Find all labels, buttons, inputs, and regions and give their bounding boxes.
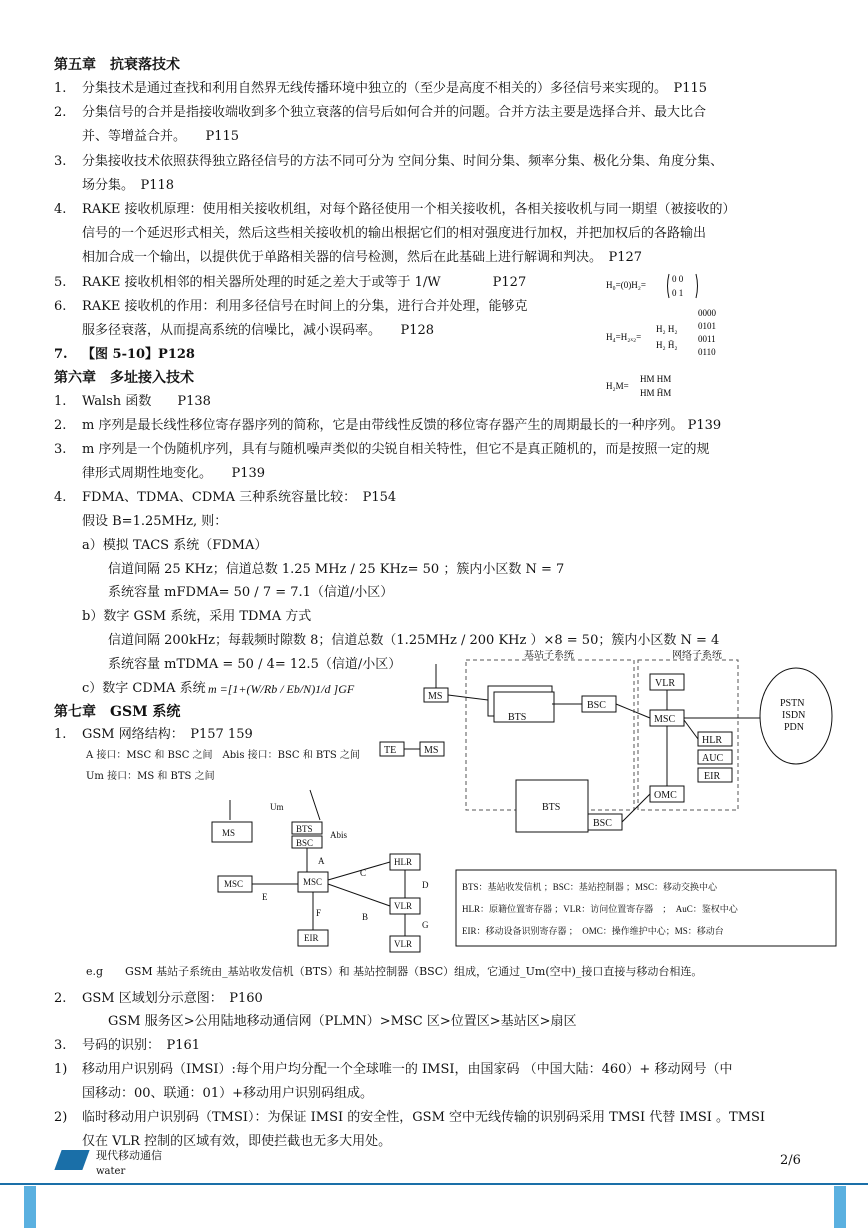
svg-text:HLR：原籍位置寄存器 ；VLR：访问位置寄存器 ； AuC: HLR：原籍位置寄存器 ；VLR：访问位置寄存器 ； AuC：鉴权中心 [462,904,738,914]
chapter6-title: 第六章 多址接入技术 [54,370,194,386]
gsm-interface-diagram [200,780,450,960]
svg-text:F: F [316,908,322,918]
ch7-item1: GSM 网络结构： P157 159 [82,727,253,742]
svg-text:HM HM: HM HM [640,374,672,384]
svg-text:MS: MS [222,828,236,838]
ch7-imsi: 移动用户识别码（IMSI）:每个用户均分配一个全球唯一的 IMSI，由国家码 （中国大陆：460）+ 移动网号（中 [82,1062,733,1077]
svg-text:BTS：基站收发信机 ；BSC：基站控制器 ；MSC：移动交: BTS：基站收发信机 ；BSC：基站控制器 ；MSC：移动交换中心 [462,882,718,892]
ch7-item3: 号码的识别： P161 [82,1038,201,1053]
ch7-tmsi: 临时移动用户识别码（TMSI）：为保证 IMSI 的安全性，GSM 空中无线传输的识别码采用 TMSI 代替 IMSI 。TMSI [82,1110,766,1125]
document-page: 第五章 抗衰落技术 1. 分集技术是通过查找和利用自然界无线传播环境中独立的（至少是高度不相关的）多径信号来实现的。 P115 2. 分集信号的合并是指接收端收到多个独立衰落的信号后如何合并的问题。合并方法主要是选择合并、最大比合 并、等增益合并。 P115 3. 分集接收技术依照获得独立路径信号的方法不同可分为 空间分集、时间分集、频率分集、极化分集、角度分集、 场分集。 P118 4. RAKE 接收机原理：使用相关接收机组，对每个路径使用一个相关接收机，各相关接收机与同一期望（被接收的） 信号的一个延迟形式相关，然后这些相关接收机的输出根据它们的相对强度进行加权，并把加权后的各路输出 相加合成一个输出，以提供优于单路相关器的信号检测，然后在此基础上进行解调和判决。 P127 5. RAKE 接收机相邻的相关器所处理的时延之差大于或等于 1/W P127 6. RAKE 接收机的作用：利用多径信号在时间上的分集，进行合并处理，能够克 服多径衰落，从而提高系统的信噪比，减小误码率。 P128 7. 【图 5-10】P128 H₀=(0)H₂= 0 0 0 1 H₄=H₂ₓ₂= H₂ H₂ H₂ H̄₂ 0000 0101 0011 0110 H₂M= HM HM HM H̄M 第六章 多址接入技术 1. Walsh 函数 P138 2. m 序列是最长线性移位寄存器序列的简称，它是由带线性反馈的移位寄存器产生的周期最长的一种序列。 P139 3. m 序列是一个伪随机序列，具有与随机噪声类似的尖锐自相关特性，但它不是真正随机的，而是按照一定的规 律形式周期性地变化。 P139 4. FDMA、TDMA、CDMA 三种系统容量比较： P154 假设 B=1.25MHz, 则： a）模拟 TACS 系统（FDMA） 信道间隔 25 KHz；信道总数 1.25 MHz / 25 KHz= 50 ；簇内小区数 N = 7 系统容量 mFDMA= 50 / 7 = 7.1（信道/小区） b）数字 GSM 系统，采用 TDMA 方式 信道间隔 200kHz；每载频时隙数 8；信道总数（1.25MHz / 200 KHz ）×8 = 50；簇内小区数 N = 4 系统容量 mTDMA = 50 / 4= 12.5（信道/小区） c）数字 CDMA 系统 m =[1+(W/Rb / Eb/N)1/d ]GF 第七章 GSM 系统 1. GSM 网络结构： P157 159 A 接口：MSC 和 BSC 之间 Abis 接口：BSC 和 BTS 之间 Um 接口：MS 和 BTS 之间 基站子系统 网络子系统 MS BTS BSC VLR MSC HLR AUC EIR PSTN ISDN PDN TE MS BTS BSC OMC BTS：基站收发信机 ；BSC：基站控制器 ；MSC：移动交换中心 HLR：原籍位置寄存器 ；VLR：访问位置寄存器 ； AuC：鉴权中心 EIR：移动设备识别寄存器 ； OMC：操作维护中心；MS：移动台 Um MS BTS BSC Abis MSC MSC HLR VLR VLR EIR A B C D E F G e.g GSM 基站子系统由_基站收发信机（BTS）和 基站控制器（BSC）组成，它通过_Um(空中)_接口直接与移动台相连。 2. GSM 区域划分示意图： P160 GSM 服务区>公用陆地移动通信网（PLMN）>MSC 区>位置区>基站区>扇区 3. 号码的识别： P161 1) 移动用户识别码（IMSI）:每个用户均分配一个全球唯一的 IMSI，由国家码 （中国大陆：460）+ 移动网号（中 国移动：00、联通：01）+移动用户识别码组成。 2) 临时移动用户识别码（TMSI）：为保证 IMSI 的安全性，GSM 空中无线传输的识别码采用 TMSI 代替 IMSI 。TMSI 仅在 VLR 控制的区域有效，即使拦截也无多大用处。 现代移动通信 water 2/6 [0,0,868,1228]
chapter7-title: 第七章 GSM 系统 [54,704,181,720]
svg-text:HLR: HLR [394,857,412,867]
svg-text:BSC: BSC [587,700,606,711]
ch6-item4: FDMA、TDMA、CDMA 三种系统容量比较： P154 [82,490,397,505]
footer-brand: 现代移动通信 [96,1149,162,1162]
svg-text:0 0: 0 0 [672,274,684,284]
ch5-item6: RAKE 接收机的作用：利用多径信号在时间上的分集，进行合并处理，能够克 [82,299,528,314]
svg-text:E: E [262,892,268,902]
svg-text:HLR: HLR [702,735,722,746]
svg-text:MSC: MSC [654,714,676,725]
svg-text:BTS: BTS [542,802,561,813]
svg-text:0 1: 0 1 [672,288,684,298]
footer-sub: water [96,1166,126,1177]
svg-text:TE: TE [384,745,397,756]
svg-text:0011: 0011 [698,334,716,344]
svg-text:ISDN: ISDN [782,710,806,721]
svg-text:PSTN: PSTN [780,698,805,709]
svg-text:EIR: EIR [704,771,721,782]
svg-text:网络子系统: 网络子系统 [672,650,722,661]
svg-text:H₄=H₂ₓ₂=: H₄=H₂ₓ₂= [606,332,642,342]
svg-text:H₂M=: H₂M= [606,381,629,391]
svg-text:PDN: PDN [784,722,805,733]
svg-text:0110: 0110 [698,347,716,357]
ch5-item2: 分集信号的合并是指接收端收到多个独立衰落的信号后如何合并的问题。合并方法主要是选择合并、最大比合 [82,105,707,120]
footer-line [0,1183,868,1185]
svg-text:VLR: VLR [655,678,675,689]
ch7-item2: GSM 区域划分示意图： P160 [82,991,263,1006]
svg-text:0000: 0000 [698,308,716,318]
svg-text:C: C [360,868,367,878]
svg-text:VLR: VLR [394,901,412,911]
chapter5-title: 第五章 抗衰落技术 [54,57,180,73]
page-number: 2/6 [780,1153,801,1168]
ch6-item2: m 序列是最长线性移位寄存器序列的简称，它是由带线性反馈的移位寄存器产生的周期最长的一种序列。 P139 [82,418,722,433]
svg-text:H₀=(0)H₂=: H₀=(0)H₂= [606,280,646,290]
svg-text:G: G [422,920,429,930]
svg-text:HM H̄M: HM H̄M [640,388,672,398]
ch5-item1: 分集技术是通过查找和利用自然界无线传播环境中独立的（至少是高度不相关的）多径信号来实现的。 P115 [82,81,708,96]
svg-text:MS: MS [428,691,443,702]
svg-text:BSC: BSC [296,838,314,848]
svg-text:AUC: AUC [702,753,724,764]
ch5-item5: RAKE 接收机相邻的相关器所处理的时延之差大于或等于 1/W P127 [82,275,527,290]
svg-text:H₂ H₂: H₂ H₂ [656,324,678,334]
cdma-formula: m =[1+(W/Rb / Eb/N)1/d ]GF [208,682,355,696]
ch6-item3: m 序列是一个伪随机序列，具有与随机噪声类似的尖锐自相关特性，但它不是真正随机的，而是按照一定的规 [82,442,710,457]
svg-text:Um: Um [270,802,284,812]
svg-text:MSC: MSC [224,879,244,889]
svg-text:基站子系统: 基站子系统 [524,650,574,661]
svg-text:BTS: BTS [296,824,313,834]
ch5-item3: 分集接收技术依照获得独立路径信号的方法不同可分为 空间分集、时间分集、频率分集、极化分集、角度分集、 [82,154,724,169]
walsh-matrix-figure [606,266,726,406]
svg-text:B: B [362,912,369,922]
svg-text:D: D [422,880,429,890]
right-bar [834,1186,846,1228]
ch5-item7: 【图 5-10】P128 [82,347,195,362]
svg-text:MS: MS [424,745,439,756]
svg-text:VLR: VLR [394,939,412,949]
svg-text:A: A [318,856,325,866]
left-bar [24,1186,36,1228]
ch7-example: e.g GSM 基站子系统由_基站收发信机（BTS）和 基站控制器（BSC）组成，它通过_Um(空中)_接口直接与移动台相连。 [86,965,703,978]
svg-text:MSC: MSC [303,877,323,887]
svg-text:BSC: BSC [593,818,612,829]
svg-text:Abis: Abis [330,830,348,840]
svg-text:H₂ H̄₂: H₂ H̄₂ [656,340,678,350]
svg-text:BTS: BTS [508,712,527,723]
ch5-item4: RAKE 接收机原理：使用相关接收机组，对每个路径使用一个相关接收机，各相关接收机与同一期望（被接收的） [82,202,736,217]
svg-text:EIR：移动设备识别寄存器 ； OMC：操作维护中心；MS：: EIR：移动设备识别寄存器 ； OMC：操作维护中心；MS：移动台 [462,926,724,936]
svg-text:EIR: EIR [304,933,319,943]
svg-text:OMC: OMC [654,790,677,801]
svg-text:0101: 0101 [698,321,716,331]
ch6-item1: Walsh 函数 P138 [82,394,211,409]
footer-logo [54,1150,89,1170]
